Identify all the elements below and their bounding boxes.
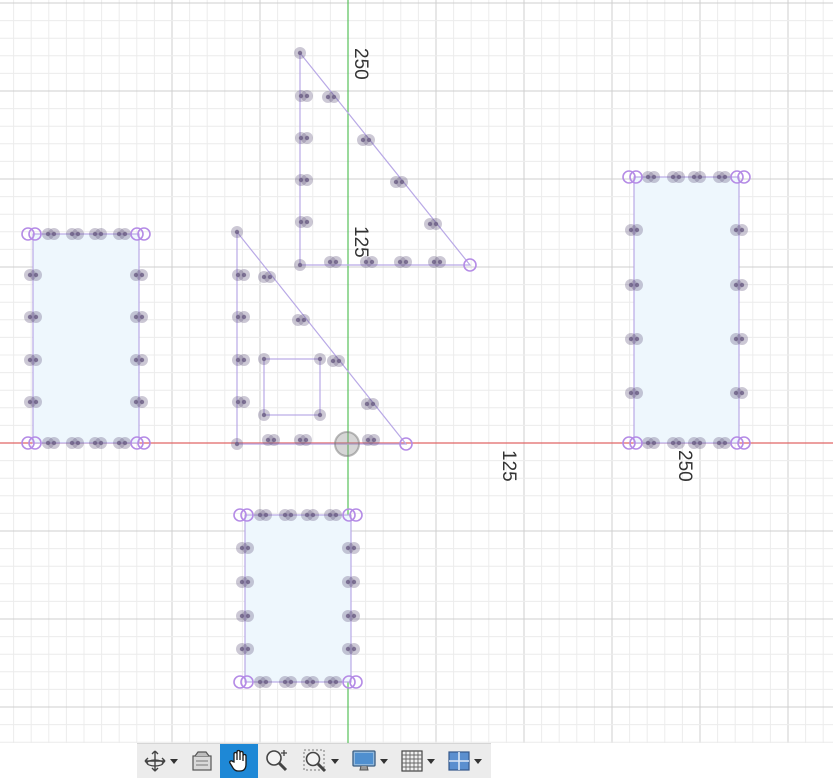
orbit-icon xyxy=(143,749,167,773)
sketch-point[interactable] xyxy=(631,224,643,236)
sketch-point[interactable] xyxy=(268,434,280,446)
fit-zoom-icon xyxy=(302,748,328,774)
display-settings-tool[interactable] xyxy=(345,744,394,778)
sketch-point[interactable] xyxy=(242,610,254,622)
upper-triangle-outline[interactable] xyxy=(300,53,470,265)
sketch-point[interactable] xyxy=(294,259,306,271)
sketch-point[interactable] xyxy=(348,576,360,588)
hand-icon xyxy=(226,748,252,774)
sketch-point[interactable] xyxy=(136,269,148,281)
sketch-point[interactable] xyxy=(260,509,272,521)
sketch-point[interactable] xyxy=(285,509,297,521)
sketch-point[interactable] xyxy=(631,279,643,291)
sketch-point[interactable] xyxy=(119,437,131,449)
origin-point[interactable] xyxy=(335,432,359,456)
orbit-tool[interactable] xyxy=(137,744,184,778)
sketch-point[interactable] xyxy=(72,228,84,240)
sketch-point[interactable] xyxy=(314,409,326,421)
sketch-point[interactable] xyxy=(285,676,297,688)
sketch-point[interactable] xyxy=(631,387,643,399)
sketch-point[interactable] xyxy=(30,311,42,323)
sketch-point[interactable] xyxy=(673,171,685,183)
grid-settings-tool[interactable] xyxy=(394,744,441,778)
sketch-point[interactable] xyxy=(258,409,270,421)
sketch-point[interactable] xyxy=(648,437,660,449)
viewports-icon xyxy=(447,749,471,773)
sketch-point[interactable] xyxy=(95,228,107,240)
sketch-point[interactable] xyxy=(238,354,250,366)
monitor-icon xyxy=(351,749,377,773)
sketch-point[interactable] xyxy=(136,396,148,408)
sketch-endpoint[interactable] xyxy=(22,228,34,240)
sketch-point[interactable] xyxy=(694,437,706,449)
sketch-point[interactable] xyxy=(264,271,276,283)
sketch-point[interactable] xyxy=(136,311,148,323)
sketch-point[interactable] xyxy=(307,676,319,688)
sketch-point[interactable] xyxy=(719,437,731,449)
viewports-dropdown-icon[interactable] xyxy=(474,759,482,764)
sketch-endpoint[interactable] xyxy=(738,171,750,183)
sketch-point[interactable] xyxy=(330,509,342,521)
sketch-point[interactable] xyxy=(298,314,310,326)
sketch-point[interactable] xyxy=(348,610,360,622)
sketch-point[interactable] xyxy=(301,216,313,228)
sketch-point[interactable] xyxy=(430,218,442,230)
sketch-point[interactable] xyxy=(694,171,706,183)
orbit-dropdown-icon[interactable] xyxy=(170,759,178,764)
right-pad-outline[interactable] xyxy=(634,177,739,443)
zoom-icon xyxy=(264,748,290,774)
sketch-point[interactable] xyxy=(314,353,326,365)
sketch-point[interactable] xyxy=(400,256,412,268)
inner-square-outline[interactable] xyxy=(264,359,320,415)
sketch-endpoint[interactable] xyxy=(234,676,246,688)
grid-icon xyxy=(400,749,424,773)
navigation-toolbar xyxy=(137,743,491,778)
sketch-point[interactable] xyxy=(301,90,313,102)
sketch-point[interactable] xyxy=(136,354,148,366)
sketch-point[interactable] xyxy=(719,171,731,183)
sketch-point[interactable] xyxy=(231,226,243,238)
sketch-point[interactable] xyxy=(48,228,60,240)
sketch-point[interactable] xyxy=(736,224,748,236)
sketch-point[interactable] xyxy=(328,91,340,103)
zoom-tool[interactable] xyxy=(258,744,296,778)
sketch-point[interactable] xyxy=(736,387,748,399)
sketch-point[interactable] xyxy=(300,434,312,446)
sketch-point[interactable] xyxy=(673,437,685,449)
sketch-point[interactable] xyxy=(242,643,254,655)
sketch-endpoint[interactable] xyxy=(350,509,362,521)
sketch-point[interactable] xyxy=(72,437,84,449)
sketch-geometry[interactable] xyxy=(22,47,750,688)
axis-label-y-top: 250 xyxy=(350,48,371,80)
sketch-point[interactable] xyxy=(348,643,360,655)
sketch-endpoint[interactable] xyxy=(138,228,150,240)
sketch-point[interactable] xyxy=(260,676,272,688)
sketch-point[interactable] xyxy=(301,174,313,186)
sketch-point[interactable] xyxy=(736,279,748,291)
look-at-icon xyxy=(190,749,214,773)
sketch-endpoint[interactable] xyxy=(623,171,635,183)
bottom-pad-outline[interactable] xyxy=(245,515,351,682)
sketch-point[interactable] xyxy=(238,311,250,323)
sketch-point[interactable] xyxy=(367,398,379,410)
sketch-point[interactable] xyxy=(348,542,360,554)
sketch-point[interactable] xyxy=(238,269,250,281)
sketch-point[interactable] xyxy=(330,676,342,688)
sketch-point[interactable] xyxy=(258,353,270,365)
sketch-point[interactable] xyxy=(648,171,660,183)
viewports-tool[interactable] xyxy=(441,744,488,778)
axis-label-y-mid: 125 xyxy=(350,226,371,258)
fit-tool[interactable] xyxy=(296,744,345,778)
sketch-point[interactable] xyxy=(238,396,250,408)
sketch-point[interactable] xyxy=(301,132,313,144)
sketch-point[interactable] xyxy=(434,256,446,268)
sketch-point[interactable] xyxy=(30,269,42,281)
sketch-point[interactable] xyxy=(242,576,254,588)
sketch-point[interactable] xyxy=(330,256,342,268)
look-at-tool[interactable] xyxy=(184,744,220,778)
sketch-point[interactable] xyxy=(368,434,380,446)
sketch-point[interactable] xyxy=(307,509,319,521)
sketch-point[interactable] xyxy=(396,176,408,188)
sketch-point[interactable] xyxy=(95,437,107,449)
sketch-point[interactable] xyxy=(631,333,643,345)
axis-label-x-mid: 125 xyxy=(498,450,519,482)
sketch-point[interactable] xyxy=(363,134,375,146)
sketch-endpoint[interactable] xyxy=(234,509,246,521)
left-pad-outline[interactable] xyxy=(33,234,139,443)
sketch-point[interactable] xyxy=(333,355,345,367)
axis-label-x-right: 250 xyxy=(674,450,695,482)
display-dropdown-icon[interactable] xyxy=(380,759,388,764)
sketch-point[interactable] xyxy=(736,333,748,345)
sketch-point[interactable] xyxy=(30,396,42,408)
sketch-point[interactable] xyxy=(366,256,378,268)
sketch-point[interactable] xyxy=(294,47,306,59)
sketch-point[interactable] xyxy=(242,542,254,554)
pan-tool[interactable] xyxy=(220,744,258,778)
sketch-point[interactable] xyxy=(231,438,243,450)
sketch-point[interactable] xyxy=(48,437,60,449)
sketch-endpoint[interactable] xyxy=(350,676,362,688)
sketch-point[interactable] xyxy=(119,228,131,240)
sketch-point[interactable] xyxy=(30,354,42,366)
fit-dropdown-icon[interactable] xyxy=(331,759,339,764)
grid-dropdown-icon[interactable] xyxy=(427,759,435,764)
